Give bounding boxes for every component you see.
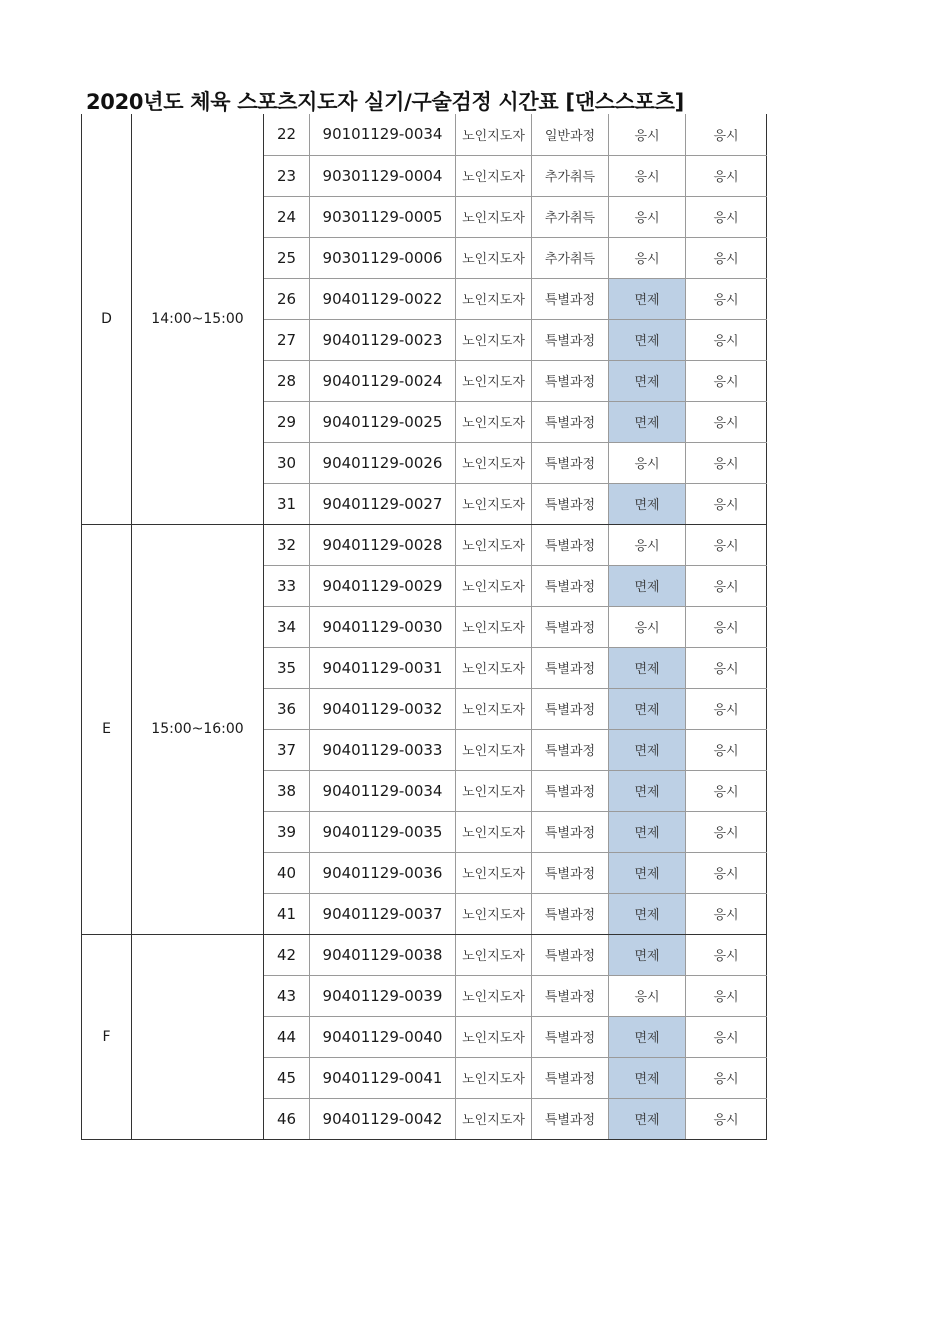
status-oral: 응시 xyxy=(686,1016,767,1057)
course-type: 특별과정 xyxy=(532,688,609,729)
table-row xyxy=(82,524,767,565)
status-oral: 응시 xyxy=(686,319,767,360)
license-type: 노인지도자 xyxy=(456,688,532,729)
license-type: 노인지도자 xyxy=(456,401,532,442)
status-oral: 응시 xyxy=(686,729,767,770)
row-number: 25 xyxy=(264,237,310,278)
row-number: 40 xyxy=(264,852,310,893)
applicant-id: 90401129-0034 xyxy=(310,770,456,811)
course-type: 일반과정 xyxy=(532,114,609,155)
license-type: 노인지도자 xyxy=(456,196,532,237)
status-written: 면제 xyxy=(609,1057,686,1098)
status-written: 면제 xyxy=(609,770,686,811)
status-oral: 응시 xyxy=(686,893,767,934)
row-number: 41 xyxy=(264,893,310,934)
applicant-id: 90401129-0040 xyxy=(310,1016,456,1057)
course-type: 특별과정 xyxy=(532,278,609,319)
row-number: 35 xyxy=(264,647,310,688)
status-written: 응시 xyxy=(609,606,686,647)
course-type: 특별과정 xyxy=(532,975,609,1016)
status-written: 면제 xyxy=(609,483,686,524)
applicant-id: 90401129-0030 xyxy=(310,606,456,647)
applicant-id: 90401129-0026 xyxy=(310,442,456,483)
applicant-id: 90301129-0005 xyxy=(310,196,456,237)
applicant-id: 90301129-0006 xyxy=(310,237,456,278)
row-number: 30 xyxy=(264,442,310,483)
course-type: 특별과정 xyxy=(532,483,609,524)
course-type: 추가취득 xyxy=(532,155,609,196)
course-type: 특별과정 xyxy=(532,729,609,770)
license-type: 노인지도자 xyxy=(456,565,532,606)
status-written: 면제 xyxy=(609,729,686,770)
row-number: 24 xyxy=(264,196,310,237)
course-type: 특별과정 xyxy=(532,401,609,442)
row-number: 26 xyxy=(264,278,310,319)
status-written: 면제 xyxy=(609,278,686,319)
schedule-group xyxy=(82,934,767,1139)
status-oral: 응시 xyxy=(686,811,767,852)
status-oral: 응시 xyxy=(686,606,767,647)
status-written: 면제 xyxy=(609,852,686,893)
status-oral: 응시 xyxy=(686,401,767,442)
row-number: 23 xyxy=(264,155,310,196)
row-number: 36 xyxy=(264,688,310,729)
schedule-group xyxy=(82,524,767,934)
license-type: 노인지도자 xyxy=(456,1057,532,1098)
status-oral: 응시 xyxy=(686,1057,767,1098)
license-type: 노인지도자 xyxy=(456,729,532,770)
applicant-id: 90301129-0004 xyxy=(310,155,456,196)
license-type: 노인지도자 xyxy=(456,319,532,360)
status-oral: 응시 xyxy=(686,647,767,688)
group-label: D xyxy=(82,114,132,524)
applicant-id: 90401129-0027 xyxy=(310,483,456,524)
license-type: 노인지도자 xyxy=(456,975,532,1016)
license-type: 노인지도자 xyxy=(456,647,532,688)
course-type: 추가취득 xyxy=(532,237,609,278)
row-number: 44 xyxy=(264,1016,310,1057)
license-type: 노인지도자 xyxy=(456,278,532,319)
group-time: 14:00~15:00 xyxy=(132,114,264,524)
status-written: 응시 xyxy=(609,237,686,278)
status-oral: 응시 xyxy=(686,934,767,975)
applicant-id: 90401129-0033 xyxy=(310,729,456,770)
status-written: 면제 xyxy=(609,934,686,975)
status-written: 응시 xyxy=(609,155,686,196)
status-written: 응시 xyxy=(609,975,686,1016)
page-title: 2020년도 체육 스포츠지도자 실기/구술검정 시간표 [댄스스포츠] xyxy=(86,90,684,114)
status-oral: 응시 xyxy=(686,114,767,155)
status-written: 면제 xyxy=(609,565,686,606)
applicant-id: 90401129-0028 xyxy=(310,524,456,565)
course-type: 특별과정 xyxy=(532,360,609,401)
status-oral: 응시 xyxy=(686,360,767,401)
row-number: 31 xyxy=(264,483,310,524)
status-oral: 응시 xyxy=(686,1098,767,1139)
status-oral: 응시 xyxy=(686,237,767,278)
applicant-id: 90401129-0024 xyxy=(310,360,456,401)
table-row xyxy=(82,114,767,155)
status-written: 면제 xyxy=(609,1016,686,1057)
course-type: 특별과정 xyxy=(532,893,609,934)
status-oral: 응시 xyxy=(686,483,767,524)
row-number: 42 xyxy=(264,934,310,975)
status-written: 면제 xyxy=(609,647,686,688)
status-written: 응시 xyxy=(609,196,686,237)
group-time xyxy=(132,934,264,1139)
status-written: 면제 xyxy=(609,893,686,934)
course-type: 특별과정 xyxy=(532,565,609,606)
table-row xyxy=(82,934,767,975)
status-oral: 응시 xyxy=(686,975,767,1016)
status-oral: 응시 xyxy=(686,852,767,893)
license-type: 노인지도자 xyxy=(456,852,532,893)
row-number: 28 xyxy=(264,360,310,401)
course-type: 특별과정 xyxy=(532,934,609,975)
status-oral: 응시 xyxy=(686,196,767,237)
course-type: 특별과정 xyxy=(532,1057,609,1098)
license-type: 노인지도자 xyxy=(456,155,532,196)
row-number: 45 xyxy=(264,1057,310,1098)
license-type: 노인지도자 xyxy=(456,114,532,155)
status-written: 응시 xyxy=(609,524,686,565)
status-written: 응시 xyxy=(609,442,686,483)
applicant-id: 90401129-0036 xyxy=(310,852,456,893)
course-type: 특별과정 xyxy=(532,319,609,360)
status-oral: 응시 xyxy=(686,155,767,196)
applicant-id: 90401129-0032 xyxy=(310,688,456,729)
course-type: 특별과정 xyxy=(532,852,609,893)
applicant-id: 90401129-0035 xyxy=(310,811,456,852)
course-type: 특별과정 xyxy=(532,524,609,565)
applicant-id: 90401129-0042 xyxy=(310,1098,456,1139)
status-oral: 응시 xyxy=(686,278,767,319)
status-oral: 응시 xyxy=(686,442,767,483)
license-type: 노인지도자 xyxy=(456,442,532,483)
course-type: 특별과정 xyxy=(532,1016,609,1057)
group-label: F xyxy=(82,934,132,1139)
schedule-table xyxy=(81,114,767,1140)
status-written: 응시 xyxy=(609,114,686,155)
row-number: 39 xyxy=(264,811,310,852)
applicant-id: 90401129-0031 xyxy=(310,647,456,688)
group-label: E xyxy=(82,524,132,934)
license-type: 노인지도자 xyxy=(456,606,532,647)
group-time: 15:00~16:00 xyxy=(132,524,264,934)
status-written: 면제 xyxy=(609,811,686,852)
row-number: 27 xyxy=(264,319,310,360)
license-type: 노인지도자 xyxy=(456,893,532,934)
row-number: 38 xyxy=(264,770,310,811)
row-number: 34 xyxy=(264,606,310,647)
license-type: 노인지도자 xyxy=(456,934,532,975)
status-written: 면제 xyxy=(609,401,686,442)
applicant-id: 90401129-0039 xyxy=(310,975,456,1016)
row-number: 43 xyxy=(264,975,310,1016)
license-type: 노인지도자 xyxy=(456,1016,532,1057)
row-number: 37 xyxy=(264,729,310,770)
row-number: 46 xyxy=(264,1098,310,1139)
course-type: 특별과정 xyxy=(532,1098,609,1139)
applicant-id: 90401129-0037 xyxy=(310,893,456,934)
status-written: 면제 xyxy=(609,688,686,729)
applicant-id: 90401129-0025 xyxy=(310,401,456,442)
license-type: 노인지도자 xyxy=(456,360,532,401)
status-oral: 응시 xyxy=(686,565,767,606)
row-number: 29 xyxy=(264,401,310,442)
row-number: 22 xyxy=(264,114,310,155)
schedule-group xyxy=(82,114,767,524)
license-type: 노인지도자 xyxy=(456,811,532,852)
applicant-id: 90401129-0041 xyxy=(310,1057,456,1098)
license-type: 노인지도자 xyxy=(456,237,532,278)
license-type: 노인지도자 xyxy=(456,524,532,565)
status-written: 면제 xyxy=(609,1098,686,1139)
applicant-id: 90401129-0038 xyxy=(310,934,456,975)
status-oral: 응시 xyxy=(686,770,767,811)
applicant-id: 90401129-0023 xyxy=(310,319,456,360)
license-type: 노인지도자 xyxy=(456,770,532,811)
course-type: 특별과정 xyxy=(532,770,609,811)
applicant-id: 90401129-0022 xyxy=(310,278,456,319)
course-type: 추가취득 xyxy=(532,196,609,237)
applicant-id: 90401129-0029 xyxy=(310,565,456,606)
license-type: 노인지도자 xyxy=(456,1098,532,1139)
row-number: 33 xyxy=(264,565,310,606)
course-type: 특별과정 xyxy=(532,811,609,852)
status-oral: 응시 xyxy=(686,524,767,565)
course-type: 특별과정 xyxy=(532,442,609,483)
course-type: 특별과정 xyxy=(532,647,609,688)
status-written: 면제 xyxy=(609,360,686,401)
status-oral: 응시 xyxy=(686,688,767,729)
course-type: 특별과정 xyxy=(532,606,609,647)
license-type: 노인지도자 xyxy=(456,483,532,524)
status-written: 면제 xyxy=(609,319,686,360)
applicant-id: 90101129-0034 xyxy=(310,114,456,155)
row-number: 32 xyxy=(264,524,310,565)
